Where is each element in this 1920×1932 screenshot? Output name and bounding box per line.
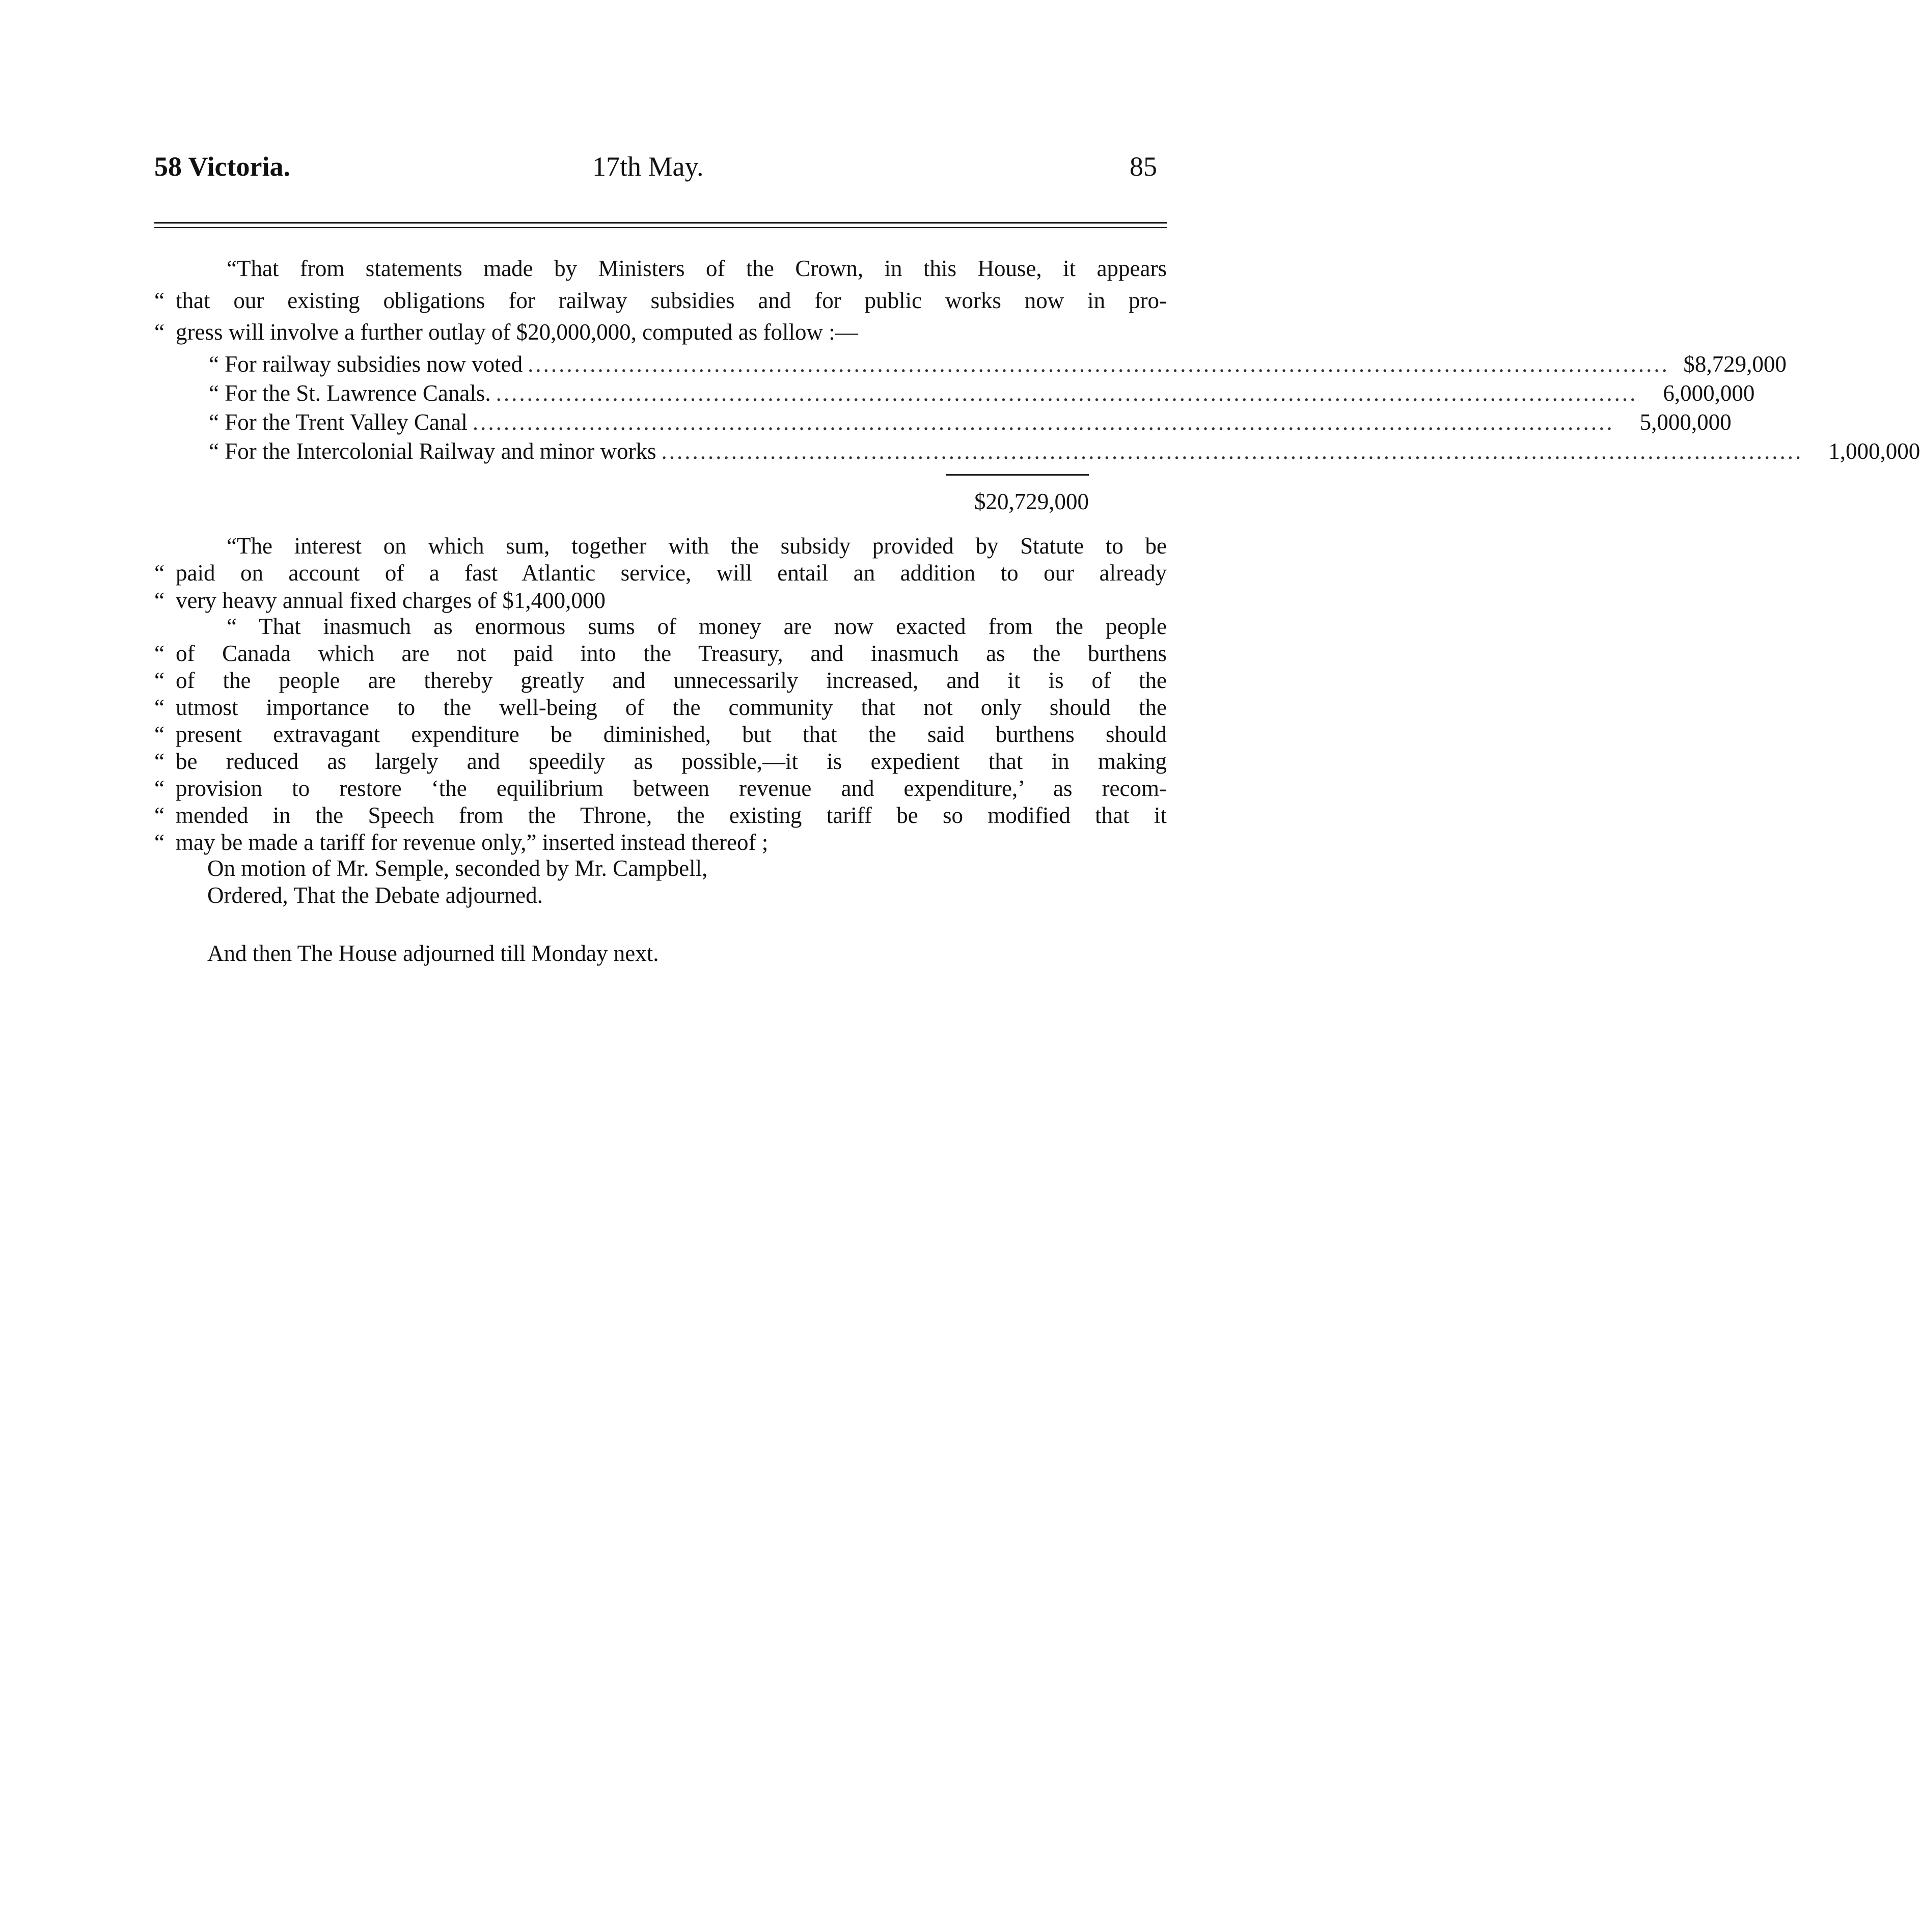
paragraph-interest-line-2: “ paid on account of a fast Atlantic service, will entail an addition to our already [154,560,1167,586]
table-row-amount: $8,729,000 [1683,351,1787,377]
paragraph-amendment-line-3: “ of the people are thereby greatly and unnecessarily increased, and it is of the [154,668,1167,693]
table-row-amount: 6,000,000 [1663,380,1755,406]
paragraph-amendment-line-6: “ be reduced as largely and speedily as possible,—it is expedient that in making [154,749,1167,774]
table-row [209,351,1787,377]
header-rule-bottom [154,227,1167,228]
table-row [209,438,1920,464]
table-row-amount: 1,000,000 [1828,438,1920,464]
paragraph-intro-line-2: “ that our existing obligations for railway subsidies and for public works now in pro- [154,288,1167,313]
table-row-amount: 5,000,000 [1639,409,1732,435]
header-date: 17th May. [592,151,704,182]
paragraph-amendment-line-1: “ That inasmuch as enormous sums of money are now exacted from the people [227,614,1167,639]
table-row-label: “ For the Intercolonial Railway and minor works [209,438,656,464]
header-session: 58 Victoria. [154,151,290,182]
paragraph-amendment-line-2: “ of Canada which are not paid into the Treasury, and inasmuch as the burthens [154,641,1167,666]
table-row-label: “ For railway subsidies now voted [209,351,523,377]
sum-rule [946,474,1089,476]
paragraph-amendment-line-8: “ mended in the Speech from the Throne, the existing tariff be so modified that it [154,803,1167,828]
table-total: $20,729,000 [974,489,1089,514]
paragraph-intro-line-1: “That from statements made by Ministers of the Crown, in this House, it appears [227,256,1167,281]
paragraph-amendment-line-7: “ provision to restore ‘the equilibrium between revenue and expenditure,’ as recom- [154,776,1167,801]
leader-dots: ................................................................................................................................................... [496,380,1638,406]
table-row-label: “ For the Trent Valley Canal [209,409,468,435]
leader-dots: ................................................................................................................................................... [528,351,1669,377]
motion-line: On motion of Mr. Semple, seconded by Mr. Campbell, [207,855,708,881]
order-line: Ordered, That the Debate adjourned. [207,882,543,908]
table-row [209,380,1755,406]
header-rule-top [154,222,1167,224]
paragraph-interest-line-1: “The interest on which sum, together with the subsidy provided by Statute to be [227,533,1167,559]
paragraph-amendment-line-9: “ may be made a tariff for revenue only,” inserted instead thereof ; [154,830,769,855]
paragraph-interest-line-3: “ very heavy annual fixed charges of $1,400,000 [154,588,606,613]
paragraph-amendment-line-5: “ present extravagant expenditure be diminished, but that the said burthens should [154,722,1167,747]
table-row [209,409,1732,435]
leader-dots: ................................................................................................................................................... [661,438,1803,464]
page-number: 85 [1130,151,1157,182]
paragraph-amendment-line-4: “ utmost importance to the well-being of the community that not only should the [154,695,1167,720]
paragraph-intro-line-3: “ gress will involve a further outlay of $20,000,000, computed as follow :— [154,319,858,345]
adjournment-line: And then The House adjourned till Monday next. [207,941,659,966]
table-row-label: “ For the St. Lawrence Canals. [209,380,491,406]
leader-dots: ................................................................................................................................................... [472,409,1614,435]
